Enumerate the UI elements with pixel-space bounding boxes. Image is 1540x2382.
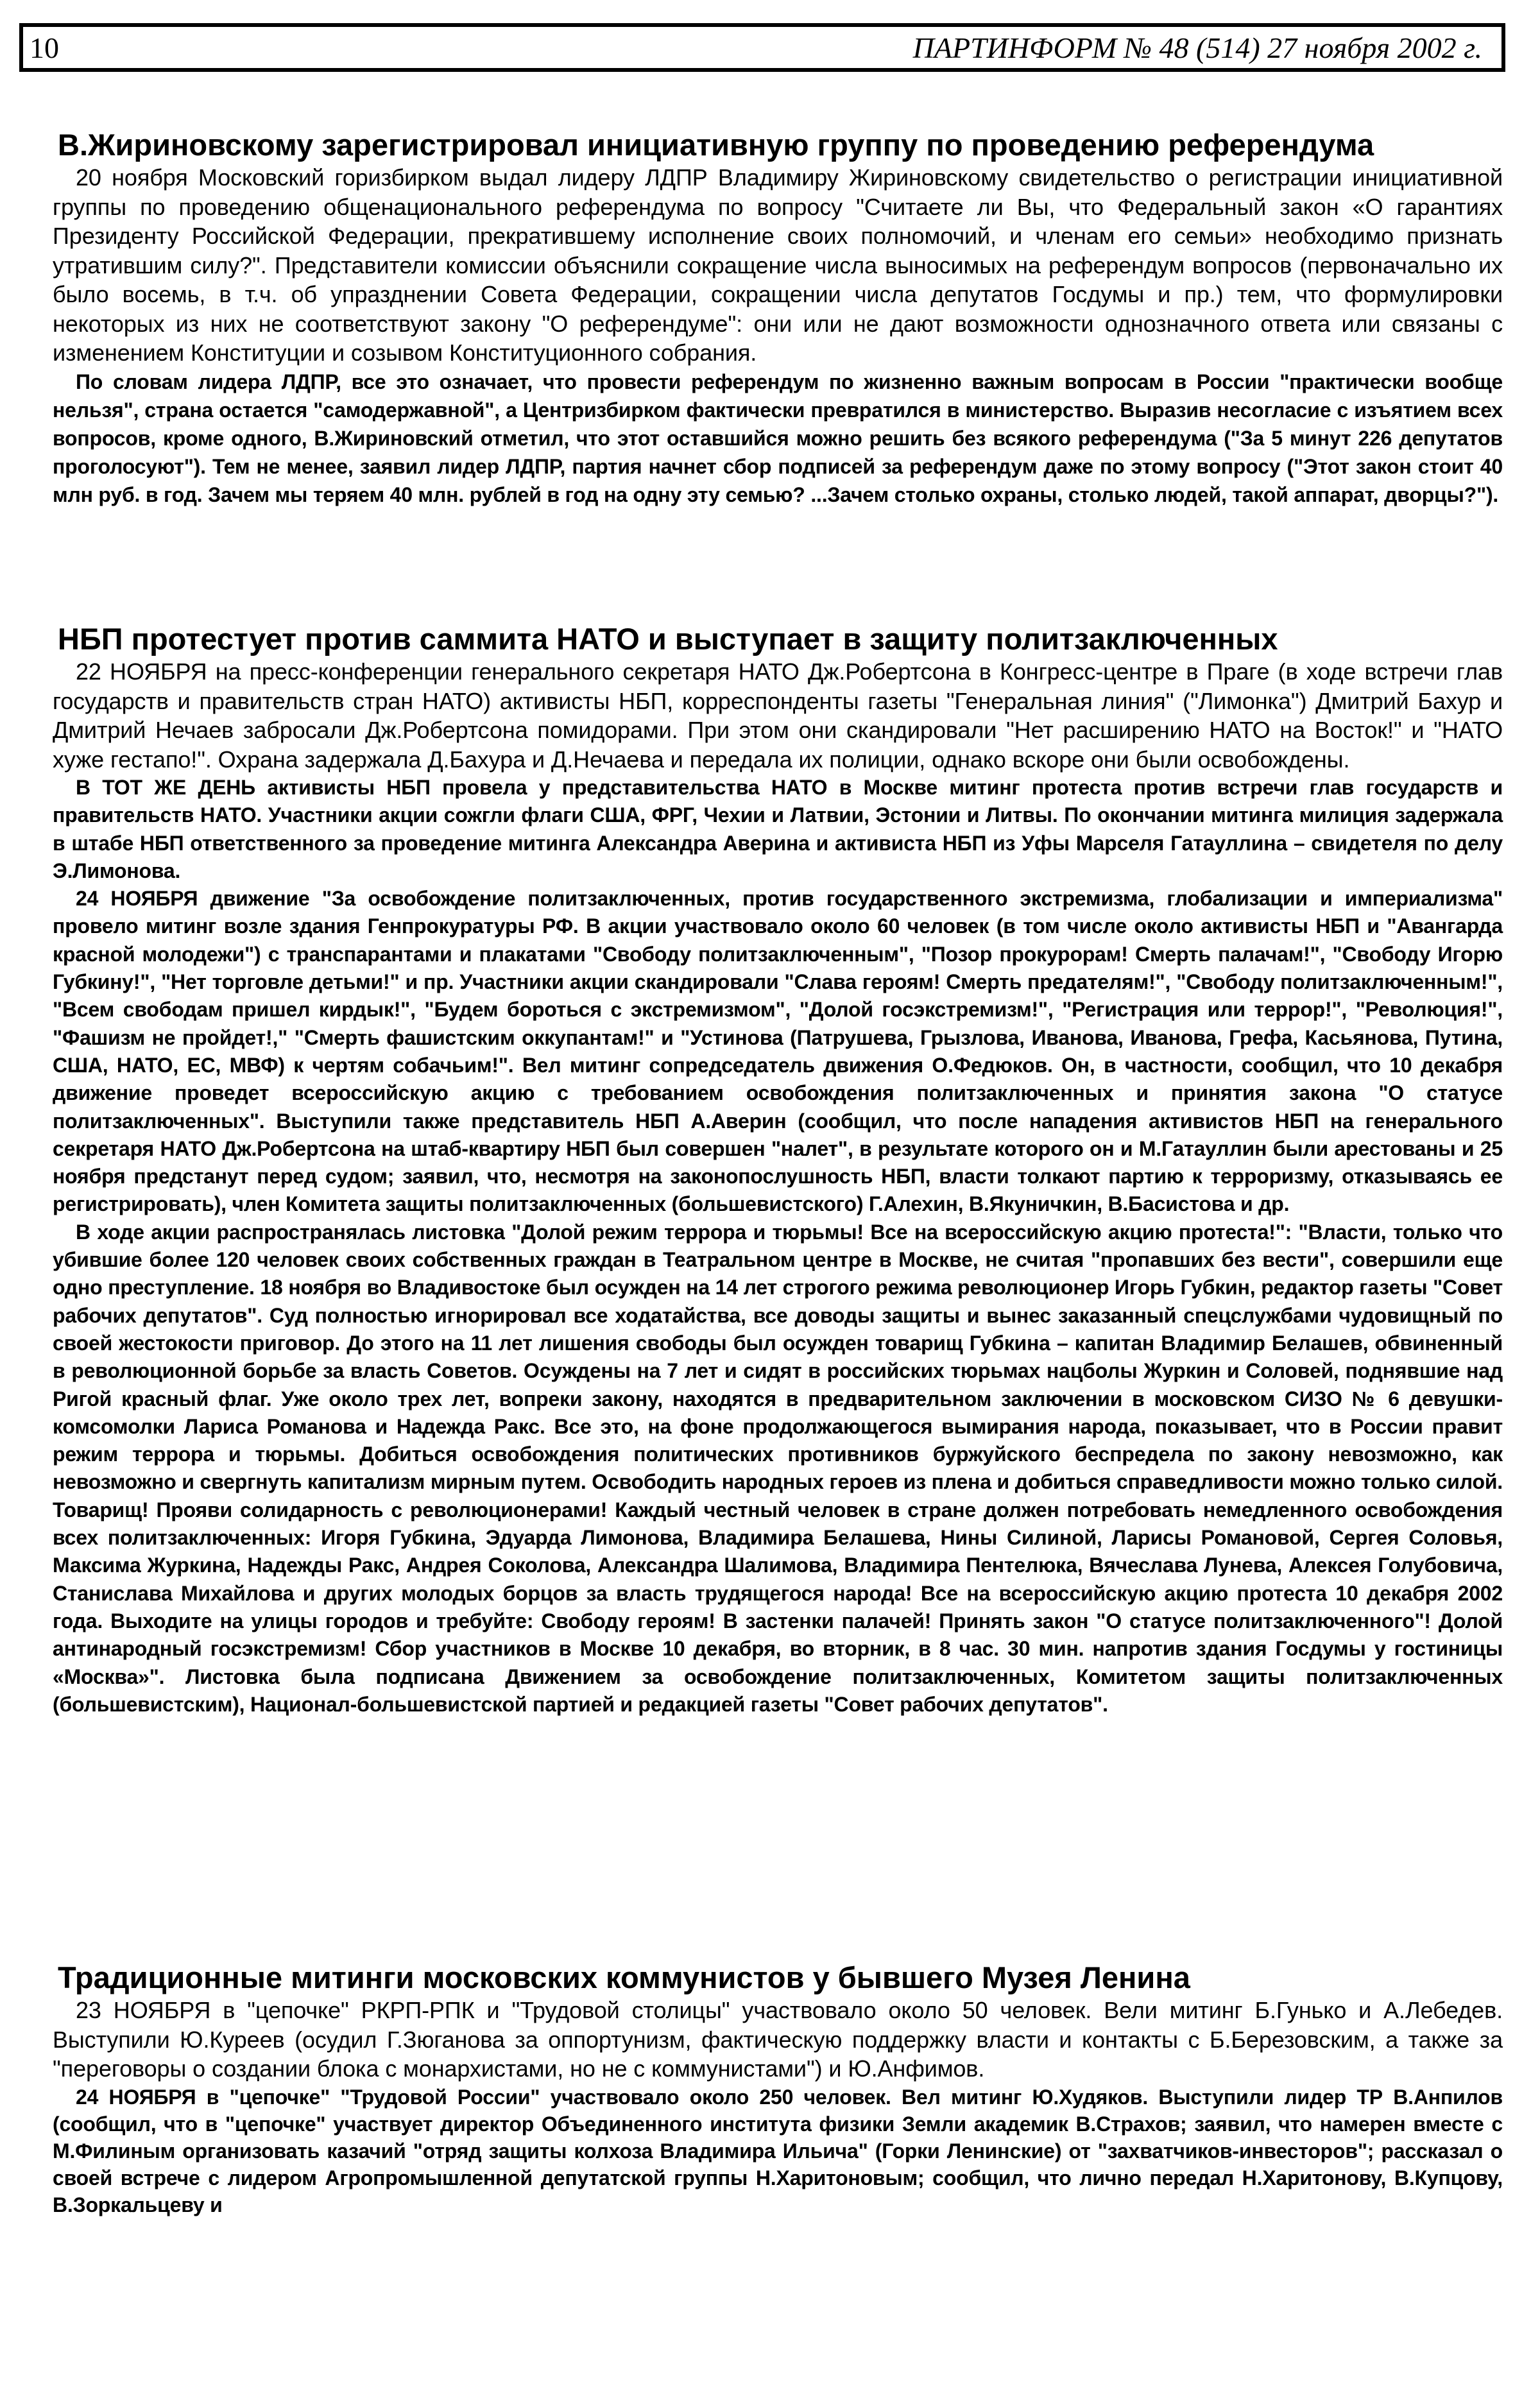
article-paragraph: В ходе акции распространялась листовка "Долой режим террора и тюрьмы! Все на всероссийскую акцию протеста!": "Власти, только что убившие более 120 человек своих собственных граждан в Театральном центре в Москве, не считая "пропавших без вести", совершили еще одно преступление. 18 ноября во Владивостоке был осужден на 14 лет строгого режима революционер Игорь Губкин, редактор газеты "Совет рабочих депутатов". Суд полностью игнорировал все ходатайства, все доводы защиты и вынес заказанный спецслужбами чудовищный по своей жестокости приговор. До этого на 11 лет лишения свободы был осужден товарищ Губкина – капитан Владимир Белашев, обвиненный в революционной борьбе за власть Советов. Осуждены на 7 лет и сидят в российских тюрьмах нацболы Журкин и Соловей, поднявшие над Ригой красный флаг. Уже около трех лет, вопреки закону, находятся в предварительном заключении в московском СИЗО № 6 девушки-комсомолки Лариса Романова и Надежда Ракс. Все это, на фоне продолжающегося вымирания народа, показывает, что в России правит режим террора и тюрьмы. Добиться освобождения политических противников буржуйского беспредела по закону невозможно, как невозможно и свергнуть капитализм мирным путем. Освободить народных героев из плена и добиться справедливости можно только силой. Товарищ! Прояви солидарность с революционерами! Каждый честный человек в стране должен потребовать немедленного освобождения всех политзаключенных: Игоря Губкина, Эдуарда Лимонова, Владимира Белашева, Нины Силиной, Ларисы Романовой, Сергея Соловья, Максима Журкина, Надежды Ракс, Андрея Соколова, Александра Шалимова, Владимира Пентелюка, Вячеслава Лунева, Алексея Голубовича, Станислава Михайлова и других молодых борцов за власть трудящегося народа! Все на всероссийскую акцию протеста 10 декабря 2002 года. Выходите на улицы городов и требуйте: Свободу героям! В застенки палачей! Принять закон "О статусе политзаключенного"! Долой антинародный госэкстремизм! Сбор участников в Москве 10 декабря, во вторник, в 8 час. 30 мин. напротив здания Госдумы у гостиницы «Москва»". Листовка была подписана Движением за освобождение политзаключенных, Комитетом защиты политзаключенных (большевистским), Национал-большевистской партией и редакцией газеты "Совет рабочих депутатов". xyxy=(53,1220,1503,1716)
article-title: НБП протестует против саммита НАТО и выступает в защиту политзаключенных xyxy=(58,622,1278,656)
article-nbp-nato-protest xyxy=(53,621,1503,1718)
page-number: 10 xyxy=(30,31,59,64)
page-header xyxy=(19,23,1505,72)
article-paragraph: По словам лидера ЛДПР, все это означает, что провести референдум по жизненно важным вопросам в России "практически вообще нельзя", страна остается "самодержавной", а Центризбирком фактически превратился в министерство. Выразив несогласие с изъятием всех вопросов, кроме одного, В.Жириновский отметил, что этот оставшийся можно решить без всякого референдума ("За 5 минут 226 депутатов проголосуют"). Тем не менее, заявил лидер ЛДПР, партия начнет сбор подписей за референдум даже по этому вопросу ("Этот закон стоит 40 млн руб. в год. Зачем мы теряем 40 млн. рублей в год на одну эту семью? ...Зачем столько охраны, столько людей, такой аппарат, дворцы?"). xyxy=(53,370,1503,506)
article-paragraph: В ТОТ ЖЕ ДЕНЬ активисты НБП провела у представительства НАТО в Москве митинг протеста против встречи глав государств и правительств НАТО. Участники акции сожгли флаги США, ФРГ, Чехии и Латвии, Эстонии и Литвы. По окончании митинга милиция задержала в штабе НБП ответственного за проведение митинга Александра Аверина и активиста НБП из Уфы Марселя Гатауллина – свидетеля по делу Э.Лимонова. xyxy=(53,776,1503,882)
article-paragraph: 24 НОЯБРЯ в "цепочке" "Трудовой России" участвовало около 250 человек. Вел митинг Ю.Худяков. Выступили лидер ТР В.Анпилов (сообщил, что в "цепочке" участвует директор Объединенного института физики Земли академик В.Страхов; заявил, что намерен вместе с М.Филиным организовать казачий "отряд защиты колхоза Владимира Ильича" (Горки Ленинские) от "захватчиков-инвесторов"; рассказал о своей встрече с лидером Агропромышленной депутатской группы Н.Харитоновым; сообщил, что лично передал Н.Харитонову, В.Купцову, В.Зоркальцеву и xyxy=(53,2085,1503,2216)
article-communist-rallies xyxy=(53,1960,1503,2218)
article-title: В.Жириновскому зарегистрировал инициативную группу по проведению референдума xyxy=(58,128,1374,162)
issue-info: ПАРТИНФОРМ № 48 (514) 27 ноября 2002 г. xyxy=(912,31,1482,64)
article-zhirinovsky-referendum xyxy=(53,127,1503,509)
article-paragraph: 24 НОЯБРЯ движение "За освобождение политзаключенных, против государственного экстремизма, глобализации и империализма" провело митинг возле здания Генпрокуратуры РФ. В акции участвовало около 60 человек (в том числе около активисты НБП и "Авангарда красной молодежи") с транспарантами и плакатами "Свободу политзаключенным", "Позор прокурорам! Смерть палачам!", "Свободу Игорю Губкину!", "Нет торговле детьми!" и пр. Участники акции скандировали "Слава героям! Смерть предателям!", "Свободу политзаключенным!", "Всем свободам пришел кирдык!", "Будем бороться с экстремизмом", "Долой госэкстремизм!", "Регистрация или террор!", "Революция!", "Фашизм не пройдет!," "Смерть фашистским оккупантам!" и "Устинова (Патрушева, Грызлова, Иванова, Иванова, Грефа, Касьянова, Путина, США, НАТО, ЕС, МВФ) к чертям собачьим!". Вел митинг сопредседатель движения О.Федюков. Он, в частности, сообщил, что 10 декабря движение проведет всероссийскую акцию с требованием освобождения политзаключенных и принятия закона "О статусе политзаключенных". Выступили также представитель НБП А.Аверин (сообщил, что после нападения активистов НБП на генерального секретаря НАТО Дж.Робертсона на штаб-квартиру НБП был совершен "налет", в результате которого он и М.Гатауллин были арестованы и 25 ноября предстанут перед судом; заявил, что, несмотря на законопослушность НБП, власти толкают партию к терроризму, отказываясь ее регистрировать), член Комитета защиты политзаключенных (большевистского) Г.Алехин, В.Якуничкин, В.Басистова и др. xyxy=(53,887,1503,1216)
article-lead: 20 ноября Московский горизбирком выдал лидеру ЛДПР Владимиру Жириновскому свидетельство о регистрации инициативной группы по проведению общенационального референдума по вопросу "Считаете ли Вы, что Федеральный закон «О гарантиях Президенту Российской Федерации, прекратившему исполнение своих полномочий, и членам его семьи» необходимо признать утратившим силу?". Представители комиссии объяснили сокращение числа выносимых на референдум вопросов (первоначально их было восемь, в т.ч. об упразднении Совета Федерации, сокращении числа депутатов Госдумы и пр.) тем, что формулировки некоторых из них не соответствуют закону "О референдуме": они или не дают возможности однозначного ответа или связаны с изменением Конституции и созывом Конституционного собрания. xyxy=(53,164,1503,366)
article-lead: 22 НОЯБРЯ на пресс-конференции генерального секретаря НАТО Дж.Робертсона в Конгресс-центре в Праге (в ходе встречи глав государств и правительств стран НАТО) активисты НБП, корреспонденты газеты "Генеральная линия" ("Лимонка") Дмитрий Бахур и Дмитрий Нечаев забросали Дж.Робертсона помидорами. При этом они скандировали "Нет расширению НАТО на Восток!" и "НАТО хуже гестапо!". Охрана задержала Д.Бахура и Д.Нечаева и передала их полиции, однако вскоре они были освобождены. xyxy=(53,658,1503,773)
article-title: Традиционные митинги московских коммунистов у бывшего Музея Ленина xyxy=(58,1960,1190,1994)
article-lead: 23 НОЯБРЯ в "цепочке" РКРП-РПК и "Трудовой столицы" участвовало около 50 человек. Вели митинг Б.Гунько и А.Лебедев. Выступили Ю.Куреев (осудил Г.Зюганова за оппортунизм, фактическую поддержку власти и контакты с Б.Березовским, а также за "переговоры о создании блока с монархистами, но не с коммунистами") и Ю.Анфимов. xyxy=(53,1997,1503,2082)
